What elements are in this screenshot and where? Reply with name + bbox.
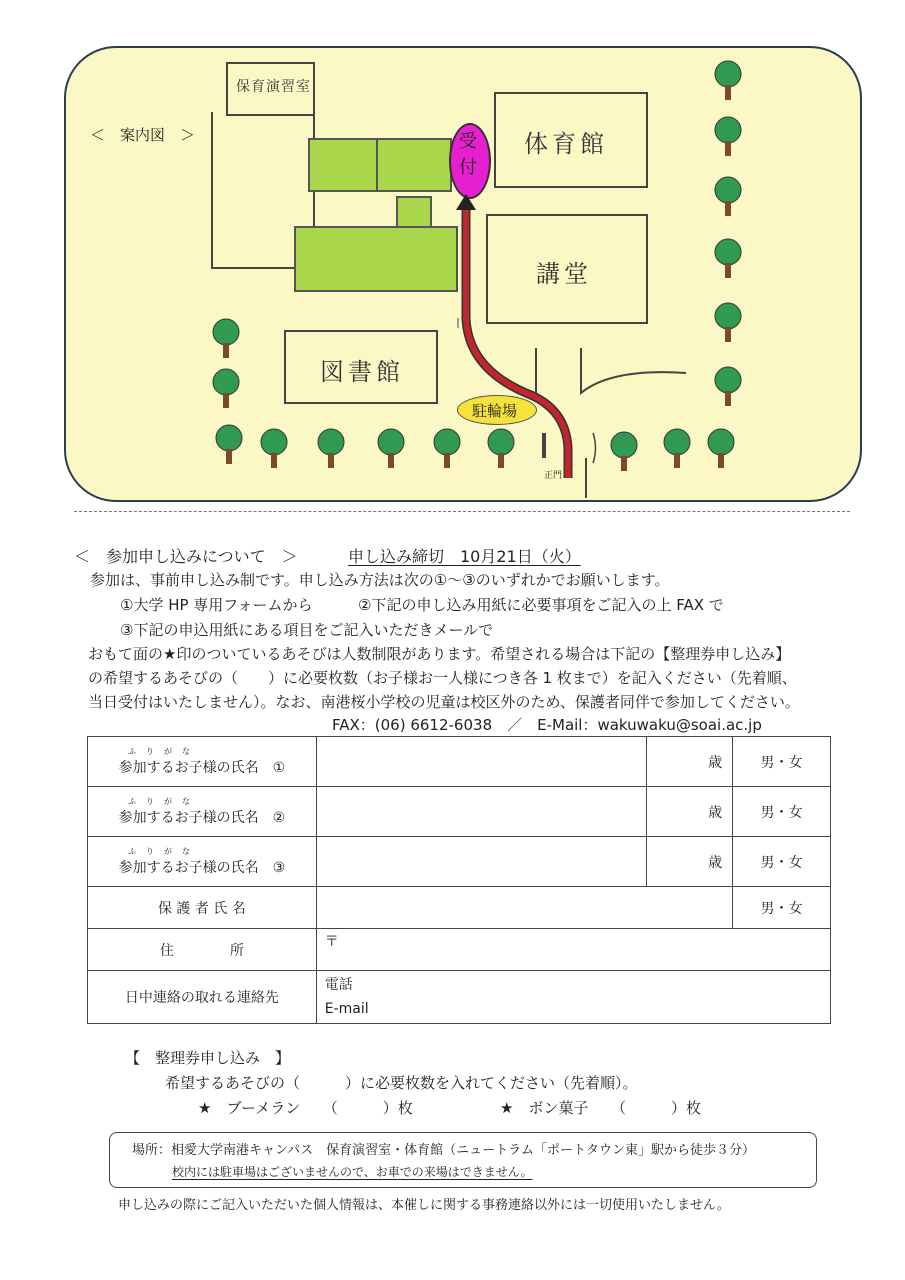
child-row-3	[88, 837, 831, 887]
label-gate: 正門	[544, 471, 563, 481]
child-1-age-field[interactable]	[647, 737, 733, 787]
child-2-label: 参加するお子様の氏名 ②	[118, 809, 286, 826]
address-label: 住 所	[88, 929, 317, 971]
address-field[interactable]	[316, 929, 830, 971]
child-1-name-field[interactable]	[316, 737, 646, 787]
contact-info: FAX：(06) 6612-6038 ／ E-Mail：wakuwaku@soai.ac.jp	[332, 716, 762, 734]
ticket-boomerang: ★ ブーメラン （ ）枚	[198, 1099, 413, 1117]
tree-icon	[211, 368, 241, 410]
label-hall: 講堂	[536, 260, 592, 288]
option-3: ③下記の申込用紙にある項目をご記入いただきメールで	[120, 621, 494, 639]
address-row	[88, 929, 831, 971]
child-2-age-field[interactable]	[647, 787, 733, 837]
bike-parking	[457, 395, 537, 425]
intro-line: 参加は、事前申し込み制です。申し込み方法は次の①～③のいずれかでお願いします。	[90, 571, 670, 589]
tree-icon	[376, 428, 406, 470]
label-hoiku: 保育演習室	[236, 79, 311, 95]
ticket-heading: 【 整理券申し込み 】	[125, 1049, 291, 1067]
contact-field[interactable]	[316, 971, 830, 1024]
furigana-label: ふりがな	[128, 796, 200, 806]
tree-icon	[713, 116, 743, 158]
ticket-ponkashi: ★ ボン菓子 （ ）枚	[500, 1099, 701, 1117]
ticket-instruction: 希望するあそびの（ ）に必要枚数を入れてください（先着順）。	[165, 1074, 638, 1092]
child-3-label: 参加するお子様の氏名 ③	[118, 859, 286, 876]
label-gym: 体育館	[524, 130, 608, 158]
child-3-age-field[interactable]	[647, 837, 733, 887]
gender-options: 男・女	[760, 854, 803, 871]
option-2: ②下記の申し込み用紙に必要事項をご記入の上 FAX で	[358, 596, 724, 614]
tree-icon	[316, 428, 346, 470]
tree-icon	[713, 302, 743, 344]
email-label: E-mail	[324, 1001, 369, 1017]
privacy-note: 申し込みの際にご記入いただいた個人情報は、本催しに関する事務連絡以外には一切使用いたしません。	[118, 1198, 730, 1213]
postal-mark: 〒	[324, 934, 339, 950]
furigana-label: ふりがな	[128, 846, 200, 856]
child-2-name-field[interactable]	[316, 787, 646, 837]
child-1-label: 参加するお子様の氏名 ①	[118, 759, 286, 776]
deadline: 申し込み締切 10月21日（火）	[348, 547, 581, 566]
venue-box	[109, 1132, 817, 1188]
label-reception: 受付	[459, 131, 477, 178]
gender-options: 男・女	[760, 754, 803, 771]
contact-label: 日中連絡の取れる連絡先	[88, 971, 317, 1024]
age-unit: 歳	[708, 854, 723, 871]
furigana-label: ふりがな	[128, 746, 200, 756]
notice-line-1: おもて面の★印のついているあそびは人数制限があります。希望される場合は下記の【整理券申し込み】	[88, 645, 791, 663]
guardian-row	[88, 887, 831, 929]
application-form	[87, 736, 831, 1024]
tree-icon	[706, 428, 736, 470]
age-unit: 歳	[708, 804, 723, 821]
child-row-2	[88, 787, 831, 837]
cut-line	[74, 511, 850, 512]
tree-icon	[662, 428, 692, 470]
tree-icon	[713, 60, 743, 102]
child-3-gender[interactable]	[733, 837, 831, 887]
gender-options: 男・女	[760, 900, 803, 917]
tree-icon	[259, 428, 289, 470]
age-unit: 歳	[708, 754, 723, 771]
guardian-label: 保 護 者 氏 名	[88, 887, 317, 929]
guardian-name-field[interactable]	[316, 887, 732, 929]
tree-icon	[713, 238, 743, 280]
child-2-gender[interactable]	[733, 787, 831, 837]
parking-note: 校内には駐車場はございませんので、お車での来場はできません。	[172, 1165, 533, 1179]
map-title: ＜ 案内図 ＞	[90, 126, 196, 144]
gender-options: 男・女	[760, 804, 803, 821]
option-1: ①大学 HP 専用フォームから	[120, 596, 313, 614]
label-bike: 駐輪場	[472, 402, 518, 420]
child-3-name-field[interactable]	[316, 837, 646, 887]
tree-icon	[214, 424, 244, 466]
phone-label: 電話	[324, 977, 353, 993]
tree-icon	[432, 428, 462, 470]
contact-row	[88, 971, 831, 1024]
child-1-gender[interactable]	[733, 737, 831, 787]
tree-icon	[713, 176, 743, 218]
tree-icon	[713, 366, 743, 408]
section-heading: ＜ 参加申し込みについて ＞	[74, 547, 298, 566]
label-library: 図書館	[320, 358, 404, 386]
notice-line-3: 当日受付はいたしません）。なお、南港桜小学校の児童は校区外のため、保護者同伴で参加してください。	[88, 693, 800, 711]
venue-text: 場所：相愛大学南港キャンパス 保育演習室・体育館（ニュートラム「ポートタウン東」駅から徒歩３分）	[132, 1143, 755, 1158]
tree-icon	[609, 431, 639, 473]
guardian-gender[interactable]	[733, 887, 831, 929]
child-row-1	[88, 737, 831, 787]
notice-line-2: の希望するあそびの（ ）に必要枚数（お子様お一人様につき各 1 枚まで）を記入ください（先着順、	[88, 669, 797, 687]
tree-icon	[486, 428, 516, 470]
campus-map	[64, 46, 862, 502]
tree-icon	[211, 318, 241, 360]
